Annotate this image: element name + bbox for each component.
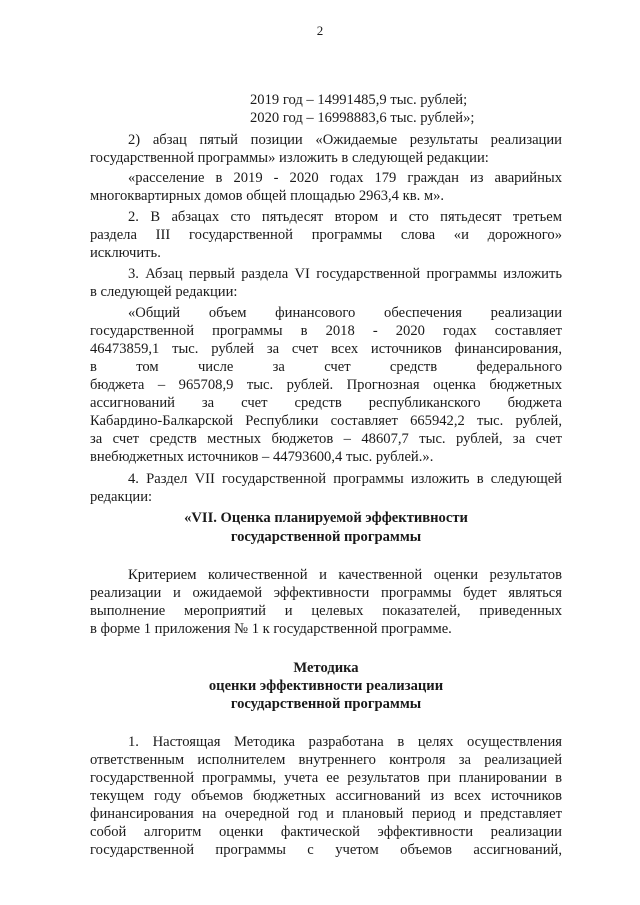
paragraph-line: государственной программы» изложить в следующей редакции: bbox=[90, 150, 489, 166]
paragraph-line: исключить. bbox=[90, 245, 161, 261]
paragraph-line: «расселение в 2019 - 2020 годах 179 граждан из аварийных bbox=[128, 170, 562, 186]
paragraph-line: ассигнований за счет средств республиканского бюджета bbox=[90, 395, 562, 411]
paragraph-line: собой алгоритм оценки фактической эффективности реализации bbox=[90, 824, 562, 840]
paragraph-line: редакции: bbox=[90, 489, 153, 505]
paragraph-line: текущем году объемов бюджетных ассигнований из всех источников bbox=[90, 788, 562, 804]
paragraph-line: 46473859,1 тыс. рублей за счет всех источников финансирования, bbox=[90, 341, 562, 357]
funding-2019-line: 2019 год – 14991485,9 тыс. рублей; bbox=[250, 92, 468, 108]
paragraph-line: государственной программы, учета ее результатов при планировании в bbox=[90, 770, 562, 786]
paragraph-line: 2. В абзацах сто пятьдесят втором и сто пятьдесят третьем bbox=[128, 209, 562, 225]
paragraph-line: раздела III государственной программы слова «и дорожного» bbox=[90, 227, 562, 243]
paragraph-line: за счет средств местных бюджетов – 48607,7 тыс. рублей, за счет bbox=[90, 431, 562, 447]
paragraph-line: выполнение мероприятий и целевых показателей, приведенных bbox=[90, 603, 562, 619]
paragraph-line: 1. Настоящая Методика разработана в целях осуществления bbox=[128, 734, 562, 750]
paragraph-line: Кабардино-Балкарской Республики составляет 665942,2 тыс. рублей, bbox=[90, 413, 562, 429]
page-number: 2 bbox=[316, 23, 324, 38]
paragraph-line: 4. Раздел VII государственной программы изложить в следующей bbox=[128, 471, 562, 487]
paragraph-line: реализации и ожидаемой эффективности программы будет являться bbox=[90, 585, 562, 601]
paragraph-line: бюджета – 965708,9 тыс. рублей. Прогнозная оценка бюджетных bbox=[90, 377, 562, 393]
paragraph-line: в форме 1 приложения № 1 к государственной программе. bbox=[90, 621, 452, 637]
paragraph-line: 3. Абзац первый раздела VI государственной программы изложить bbox=[128, 266, 562, 282]
methodology-heading: оценки эффективности реализации bbox=[208, 678, 444, 694]
paragraph-line: государственной программы с учетом объемов ассигнований, bbox=[90, 842, 562, 858]
paragraph-line: многоквартирных домов общей площадью 2963,4 кв. м». bbox=[90, 188, 445, 204]
methodology-heading: Методика bbox=[293, 660, 359, 676]
paragraph-line: Критерием количественной и качественной оценки результатов bbox=[128, 567, 562, 583]
paragraph-line: ответственным исполнителем внутреннего контроля за реализацией bbox=[90, 752, 562, 768]
paragraph-line: в том числе за счет средств федерального bbox=[90, 359, 562, 375]
paragraph-line: 2) абзац пятый позиции «Ожидаемые результаты реализации bbox=[128, 132, 562, 148]
funding-2020-line: 2020 год – 16998883,6 тыс. рублей»; bbox=[250, 110, 475, 126]
methodology-heading: государственной программы bbox=[230, 696, 422, 712]
paragraph-line: внебюджетных источников – 44793600,4 тыс. рублей.». bbox=[90, 449, 434, 465]
section-heading: «VII. Оценка планируемой эффективности bbox=[184, 510, 468, 526]
paragraph-line: государственной программы в 2018 - 2020 годах составляет bbox=[90, 323, 562, 339]
paragraph-line: «Общий объем финансового обеспечения реализации bbox=[128, 305, 562, 321]
section-heading: государственной программы bbox=[230, 529, 422, 545]
paragraph-line: в следующей редакции: bbox=[90, 284, 238, 300]
paragraph-line: финансирования на очередной год и плановый период и представляет bbox=[90, 806, 562, 822]
